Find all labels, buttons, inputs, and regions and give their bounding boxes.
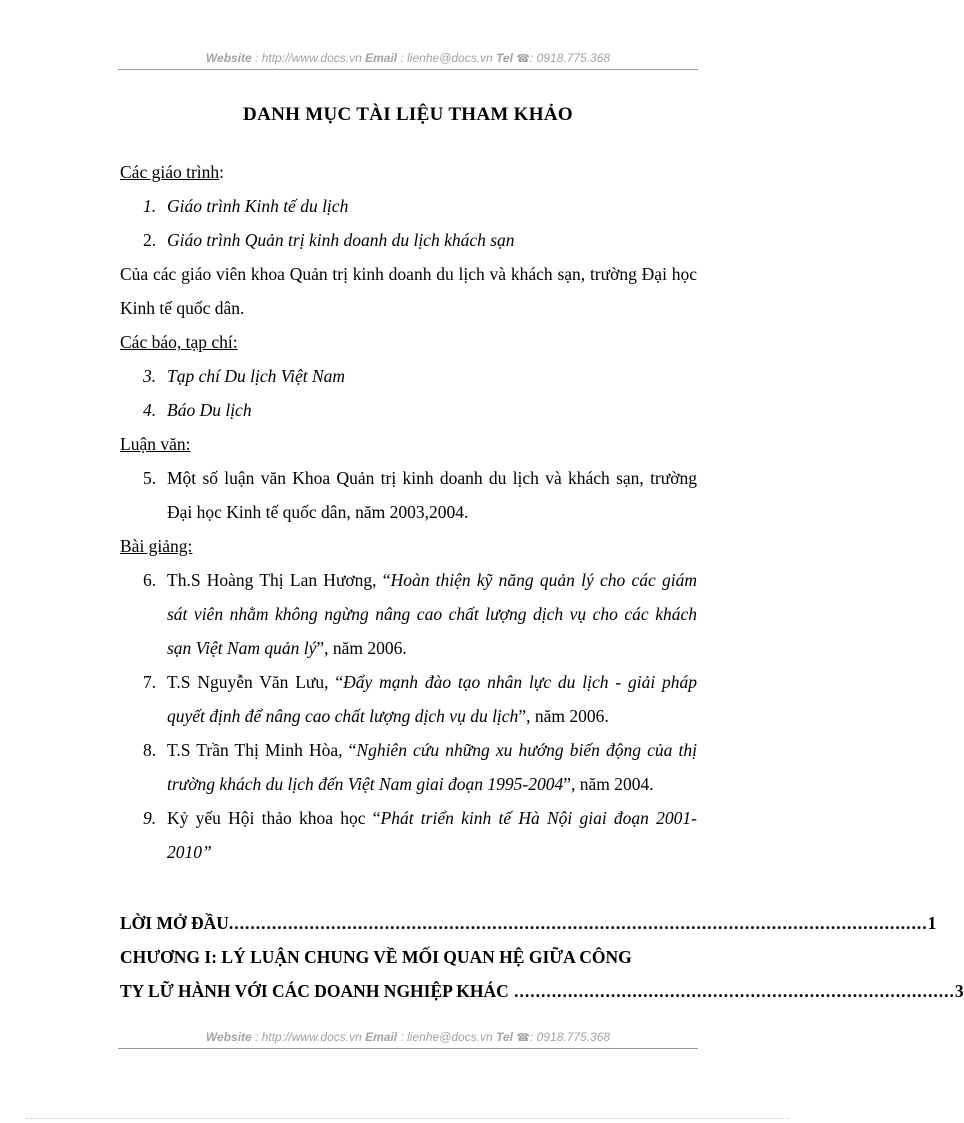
section-heading-textbooks: Các giáo trình: bbox=[120, 162, 225, 182]
website-url[interactable]: : http://www.docs.vn bbox=[255, 1030, 362, 1044]
website-label: Website bbox=[205, 51, 252, 65]
tel-label: Tel bbox=[496, 1030, 513, 1044]
list-item: 3. Tạp chí Du lịch Việt Nam bbox=[143, 366, 346, 386]
email-address[interactable]: : lienhe@docs.vn bbox=[400, 1030, 493, 1044]
email-label: Email bbox=[365, 1030, 398, 1044]
list-item: 1. Giáo trình Kinh tế du lịch bbox=[143, 196, 349, 216]
website-url[interactable]: : http://www.docs.vn bbox=[255, 51, 362, 65]
reference-list bbox=[120, 155, 697, 869]
list-item: 2. Giáo trình Quản trị kinh doanh du lịch khách sạn bbox=[143, 230, 515, 250]
page-title: DANH MỤC TÀI LIỆU THAM KHẢO bbox=[243, 104, 573, 125]
list-item: 5. Một số luận văn Khoa Quản trị kinh doanh du lịch và khách sạn, trường Đại học Kinh tế quốc dân, năm 2003,2004. bbox=[143, 468, 697, 522]
textbook-note: Của các giáo viên khoa Quản trị kinh doanh du lịch và khách sạn, trường Đại học Kinh tế quốc dân. bbox=[120, 264, 697, 318]
list-item: 8. T.S Trần Thị Minh Hòa, “Nghiên cứu những xu hướng biến động của thị trường khách du lịch đến Việt Nam giai đoạn 1995-2004”, năm 2004. bbox=[143, 740, 697, 794]
phone-icon: ☎ bbox=[516, 1032, 530, 1044]
phone-number: : 0918.775.368 bbox=[530, 1030, 611, 1044]
phone-icon: ☎ bbox=[516, 53, 530, 65]
email-address[interactable]: : lienhe@docs.vn bbox=[400, 51, 493, 65]
website-label: Website bbox=[205, 1030, 252, 1044]
section-heading-journals: Các báo, tạp chí: bbox=[120, 332, 238, 352]
phone-number: : 0918.775.368 bbox=[530, 51, 611, 65]
table-of-contents bbox=[120, 906, 964, 1008]
list-item: 4. Báo Du lịch bbox=[143, 400, 252, 420]
toc-entry[interactable]: CHƯƠNG I: LÝ LUẬN CHUNG VỀ MỐI QUAN HỆ GIỮA CÔNG bbox=[120, 947, 632, 967]
toc-entry-continued[interactable]: TY LỮ HÀNH VỚI CÁC DOANH NGHIỆP KHÁC .................................................................................. 3 bbox=[120, 981, 964, 1001]
page-header bbox=[118, 51, 698, 70]
toc-entry[interactable]: LỜI MỞ ĐẦU .................................................................................................................................. 1 bbox=[120, 913, 937, 933]
email-label: Email bbox=[365, 51, 398, 65]
page-break-divider bbox=[26, 1118, 790, 1119]
list-item: 6. Th.S Hoàng Thị Lan Hương, “Hoàn thiện kỹ năng quản lý cho các giám sát viên nhằm không ngừng nâng cao chất lượng dịch vụ cho các khách sạn Việt Nam quản lý”, năm 2006. bbox=[143, 570, 697, 658]
section-heading-lectures: Bài giảng: bbox=[120, 536, 193, 556]
list-item: 7. T.S Nguyễn Văn Lưu, “Đẩy mạnh đào tạo nhân lực du lịch - giải pháp quyết định để nâng cao chất lượng dịch vụ du lịch”, năm 2006. bbox=[143, 672, 698, 726]
section-heading-theses: Luận văn: bbox=[120, 434, 191, 454]
page-footer bbox=[118, 1030, 698, 1049]
tel-label: Tel bbox=[496, 51, 513, 65]
list-item: 9. Kỷ yếu Hội thảo khoa học “Phát triển kinh tế Hà Nội giai đoạn 2001-2010” bbox=[143, 808, 697, 862]
